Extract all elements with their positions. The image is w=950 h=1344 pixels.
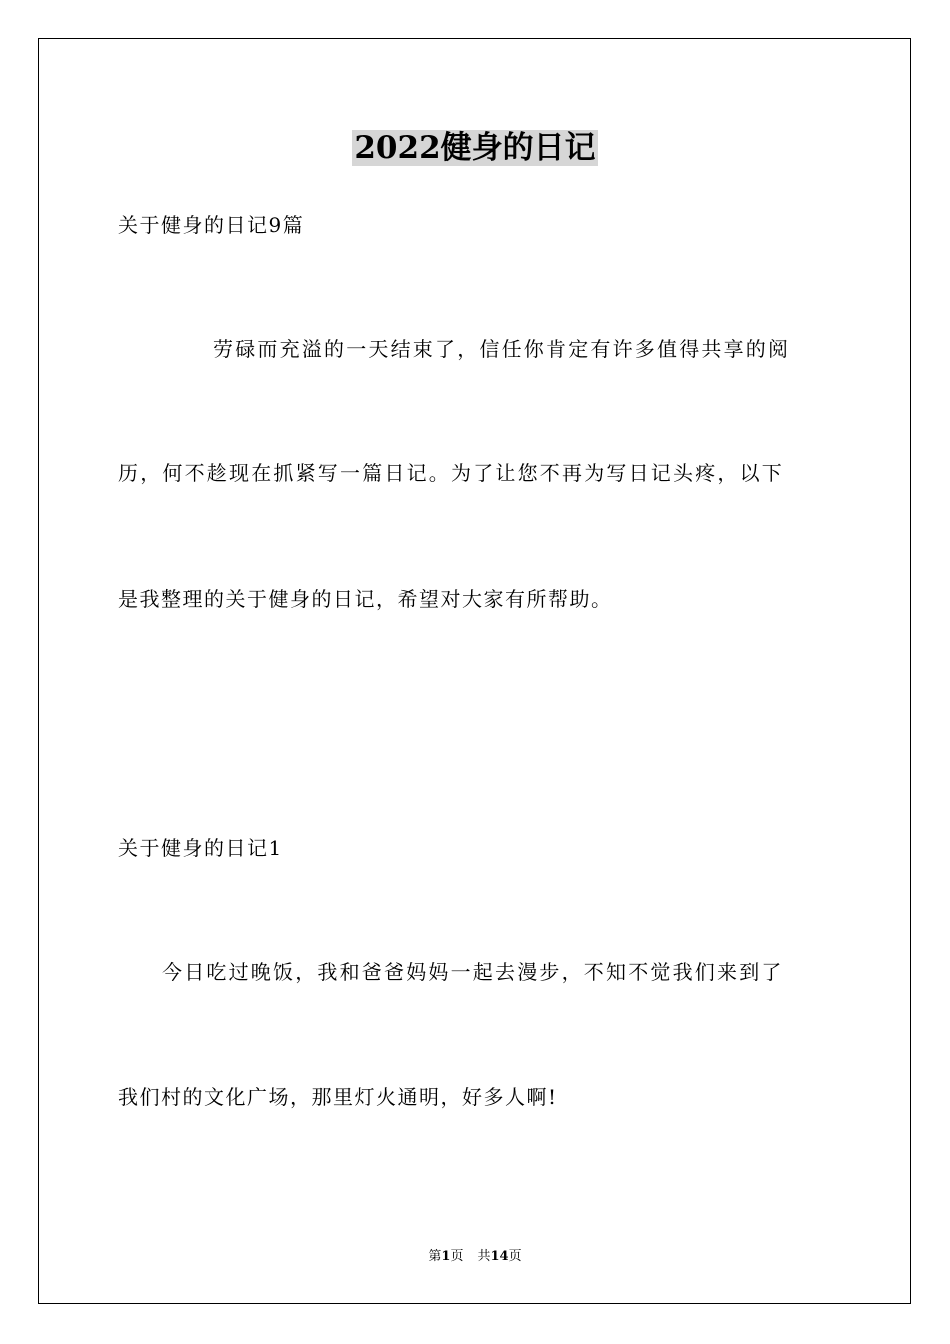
page-total-prefix: 共	[477, 1249, 491, 1264]
page-total-count: 14	[490, 1249, 509, 1264]
document-subtitle: 关于健身的日记9篇	[118, 213, 305, 237]
page-total-suffix: 页	[508, 1249, 522, 1264]
section-heading: 关于健身的日记1	[118, 836, 283, 860]
page-number-current: 1	[441, 1249, 451, 1264]
document-title-text: 2022健身的日记	[354, 130, 596, 166]
page-footer	[0, 1248, 950, 1266]
body-paragraph-line: 我们村的文化广场，那里灯火通明，好多人啊!	[118, 1085, 558, 1109]
intro-paragraph-line: 历，何不趁现在抓紧写一篇日记。为了让您不再为写日记头疼，以下	[118, 461, 784, 485]
page-number-suffix: 页	[450, 1249, 464, 1264]
intro-paragraph-line: 劳碌而充溢的一天结束了，信任你肯定有许多值得共享的阅	[213, 337, 791, 361]
body-paragraph-line: 今日吃过晚饭，我和爸爸妈妈一起去漫步，不知不觉我们来到了	[162, 960, 784, 984]
page-number-prefix: 第	[428, 1249, 442, 1264]
document-title	[0, 126, 950, 170]
intro-paragraph-line: 是我整理的关于健身的日记，希望对大家有所帮助。	[118, 587, 613, 611]
